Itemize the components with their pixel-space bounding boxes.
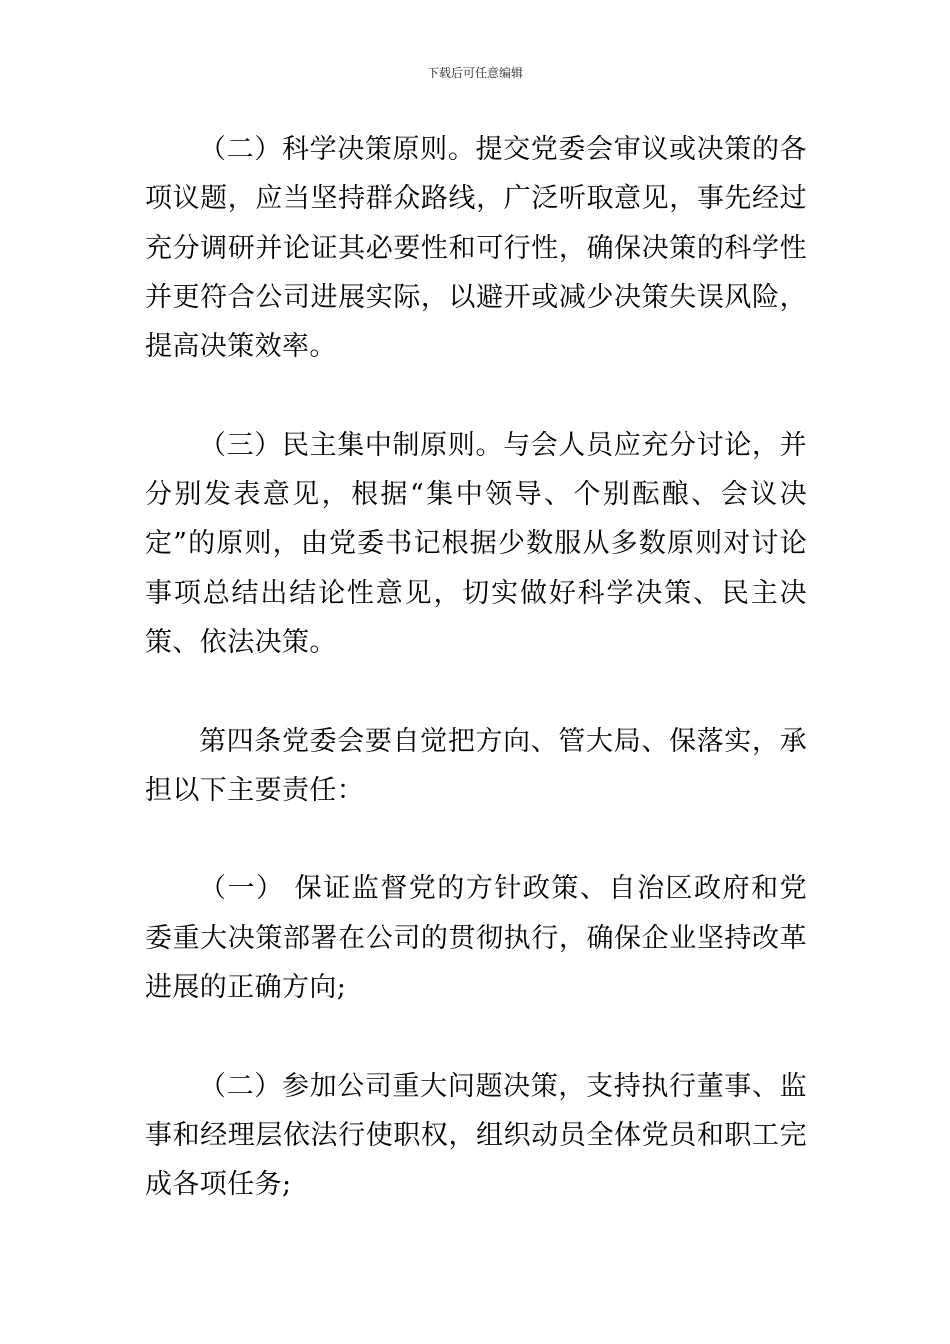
paragraph-scientific-decision: （二）科学决策原则。提交党委会审议或决策的各项议题，应当坚持群众路线，广泛听取意见，事先经过充分调研并论证其必要性和可行性，确保决策的科学性并更符合公司进展实际，以避开或减少决策失误风险，提高决策效率。 bbox=[145, 134, 807, 363]
paragraph-democratic-centralism: （三）民主集中制原则。与会人员应充分讨论，并分别发表意见，根据“集中领导、个别酝酿、会议决定”的原则，由党委书记根据少数服从多数原则对讨论事项总结出结论性意见，切实做好科学决策、民主决策、依法决策。 bbox=[145, 429, 807, 658]
paragraph-article-four: 第四条党委会要自觉把方向、管大局、保落实，承担以下主要责任： bbox=[145, 725, 807, 806]
document-body bbox=[145, 125, 807, 1210]
page-header: 下载后可任意编辑 bbox=[426, 66, 523, 80]
paragraph-responsibility-one: （一） 保证监督党的方针政策、自治区政府和党委重大决策部署在公司的贯彻执行，确保企业坚持改革进展的正确方向; bbox=[145, 873, 807, 1004]
paragraph-responsibility-two: （二）参加公司重大问题决策，支持执行董事、监事和经理层依法行使职权，组织动员全体党员和职工完成各项任务; bbox=[145, 1070, 807, 1201]
